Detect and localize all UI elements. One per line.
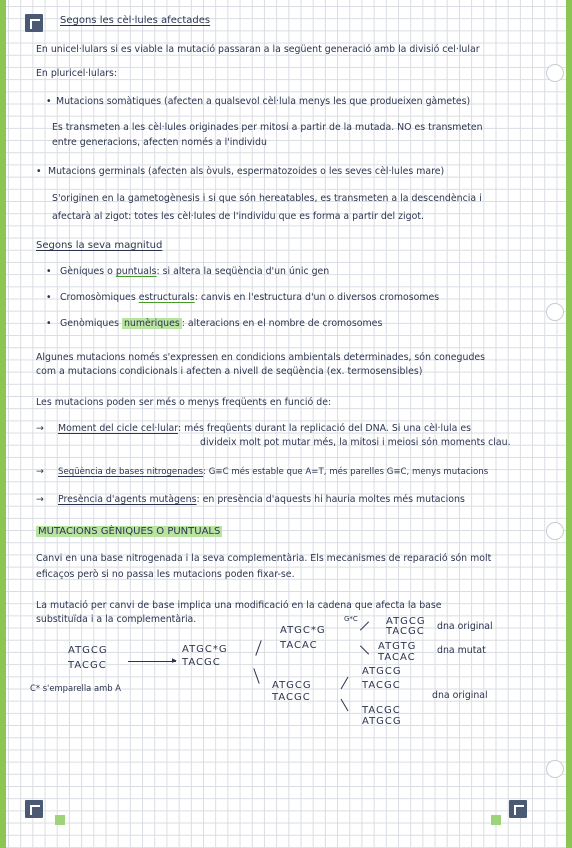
dna-strand: TACGC (362, 705, 401, 716)
paragraph-line: Les mutacions poden ser més o menys freqüents en funció de: (36, 397, 332, 408)
dna-strand: ATGCG (386, 616, 426, 627)
branch-line (341, 677, 349, 690)
paragraph-line: Canvi en una base nitrogenada i la seva complementària. Els mecanismes de reparació són molt (36, 553, 492, 564)
corner-mark-icon (25, 14, 43, 32)
dna-strand: TACAC (378, 652, 416, 663)
arrow-icon: → (36, 494, 44, 505)
bullet-detail: Es transmeten a les cèl·lules originades per mitosi a partir de la mutada. NO es transmeten (52, 122, 483, 133)
dna-strand: ATGC*G (280, 625, 326, 636)
mutation-note: G*C (344, 615, 358, 623)
bullet-icon: • (36, 166, 42, 177)
dna-strand: TACGC (386, 626, 425, 637)
dna-strand: ATGTG (378, 641, 417, 652)
factor-line: Moment del cicle cel·lular: més freqüents durant la replicació del DNA. Si una cèl·lula es (58, 423, 472, 434)
arrow-icon: → (36, 423, 44, 434)
bullet-icon: • (46, 96, 52, 107)
punch-hole-icon (546, 303, 564, 321)
punch-hole-icon (546, 760, 564, 778)
bullet-icon: • (46, 266, 52, 277)
dna-strand: TACGC (362, 680, 401, 691)
green-square-icon (491, 815, 501, 825)
dna-strand: ATGCG (362, 716, 402, 727)
magnitude-item: Cromosòmiques estructurals: canvis en l'estructura d'un o diversos cromosomes (60, 292, 440, 303)
magnitude-item: Gèniques o puntuals: si altera la seqüència d'un únic gen (60, 266, 330, 277)
factor-line: Seqüència de bases nitrogenades: G≡C més estable que A=T, més parelles G≡C, menys mutacions (58, 467, 489, 477)
paragraph-line: substituïda i a la complementària. (36, 614, 197, 625)
dna-strand: TACGC (68, 660, 107, 671)
dna-strand: ATGCG (272, 680, 312, 691)
factor-line: Presència d'agents mutàgens: en presència d'aquests hi hauria moltes més mutacions (58, 494, 465, 505)
punch-hole-icon (546, 522, 564, 540)
magnitude-item: Genòmiques numèriques : alteracions en el nombre de cromosomes (60, 318, 383, 329)
dna-strand: TACAC (280, 640, 318, 651)
heading-cells: Segons les cèl·lules afectades (60, 15, 211, 26)
bullet-detail: S'originen en la gametogènesis i si que són hereatables, es transmeten a la descendència i (52, 193, 482, 204)
bullet-title: Mutacions somàtiques (afecten a qualsevol cèl·lula menys les que produeixen gàmetes) (56, 96, 471, 107)
paragraph-line: eficaços però si no passa les mutacions poden fixar-se. (36, 569, 295, 580)
corner-mark-icon (509, 800, 527, 818)
bullet-detail: afectarà al zigot: totes les cèl·lules de l'individu que es forma a partir del zigot. (52, 211, 424, 222)
bullet-detail: entre generacions, afecten només a l'individu (52, 137, 267, 148)
paragraph-line: Algunes mutacions només s'expressen en condicions ambientals determinades, són conegudes (36, 352, 486, 363)
dna-strand: TACGC (182, 657, 221, 668)
corner-mark-icon (25, 800, 43, 818)
right-green-strip (566, 0, 572, 848)
punch-hole-icon (546, 64, 564, 82)
branch-line (253, 668, 259, 683)
branch-line (360, 645, 369, 654)
heading-point-mutations: MUTACIONS GÈNIQUES O PUNTUALS (38, 526, 221, 537)
branch-line (255, 640, 261, 655)
dna-strand: ATGCG (362, 666, 402, 677)
heading-magnitude: Segons la seva magnitud (36, 240, 163, 251)
dna-strand: ATGC*G (182, 644, 228, 655)
strand-label: dna original (432, 690, 488, 701)
branch-line (341, 699, 349, 712)
bullet-icon: • (46, 292, 52, 303)
paragraph-line: La mutació per canvi de base implica una modificació en la cadena que afecta la base (36, 600, 442, 611)
paragraph-line: En unicel·lulars si es viable la mutació passaran a la següent generació amb la divisió cel·lular (36, 44, 480, 55)
bullet-title: Mutacions germinals (afecten als òvuls, espermatozoides o les seves cèl·lules mare) (48, 166, 445, 177)
paragraph-line: com a mutacions condicionals i afecten a nivell de seqüència (ex. termosensibles) (36, 366, 423, 377)
bullet-icon: • (46, 318, 52, 329)
diagram-note: C* s'emparella amb A (30, 683, 121, 693)
dna-strand: TACGC (272, 692, 311, 703)
arrow-icon: → (36, 466, 44, 477)
left-green-strip (0, 0, 6, 848)
factor-line: divideix molt pot mutar més, la mitosi i meiosi són moments clau. (200, 437, 511, 448)
branch-line (360, 621, 369, 630)
arrow-icon: ▸ (172, 655, 177, 666)
strand-label: dna original (437, 621, 493, 632)
arrow-line (128, 661, 176, 662)
paragraph-line: En pluricel·lulars: (36, 68, 118, 79)
dna-strand: ATGCG (68, 645, 108, 656)
strand-label: dna mutat (437, 645, 486, 656)
green-square-icon (55, 815, 65, 825)
